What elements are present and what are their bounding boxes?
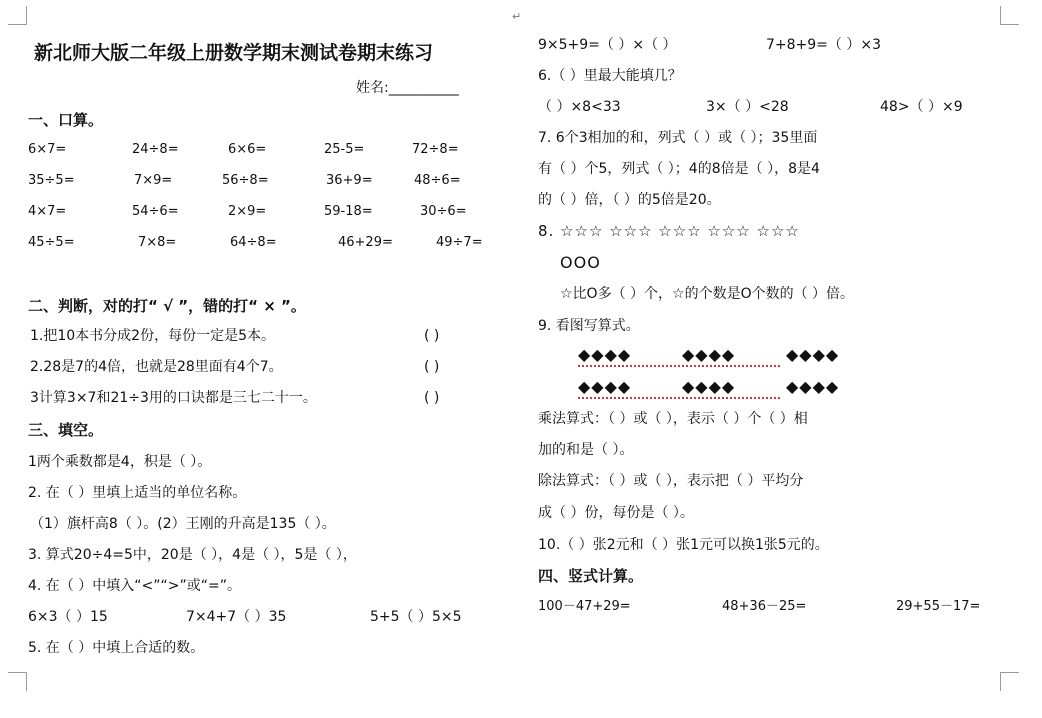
calc-item: 48÷6= (414, 173, 461, 188)
fill-q3: 3. 算式20÷4=5中，20是（ ），4是（ ），5是（ ）， (28, 547, 357, 563)
fill-q9-divide-cont: 成（ ）份，每份是（ ）。 (538, 505, 694, 521)
vertical-calc-2: 48+36－25= (722, 599, 807, 614)
fill-q9: 9. 看图写算式。 (538, 318, 640, 334)
calc-item: 54÷6= (132, 204, 179, 219)
calc-item: 7×8= (138, 235, 177, 250)
calc-item: 30÷6= (420, 204, 467, 219)
calc-item: 6×6= (228, 142, 267, 157)
crop-mark-top-left (8, 6, 27, 25)
diamond-group: ◆◆◆◆ (578, 345, 632, 364)
fill-q9-multiply-cont: 加的和是（ ）。 (538, 442, 634, 458)
judge-paren-3[interactable]: ( ) (424, 390, 440, 406)
calc-item: 64÷8= (230, 235, 277, 250)
section-2-heading: 二、判断，对的打“ √ ”，错的打“ × ”。 (28, 297, 306, 315)
judge-paren-2[interactable]: ( ) (424, 359, 440, 375)
judge-item-1: 1.把10本书分成2份，每份一定是5本。 (30, 328, 275, 344)
fill-r1-a: 9×5+9=（ ）×（ ） (538, 37, 677, 53)
crop-mark-bottom-left (8, 672, 27, 691)
diamond-group: ◆◆◆◆ (682, 377, 736, 396)
calc-item: 25-5= (324, 142, 365, 157)
calc-item: 72÷8= (412, 142, 459, 157)
fill-q8-question: ☆比O多（ ）个，☆的个数是O个数的（ ）倍。 (560, 286, 855, 302)
calc-item: 7×9= (134, 173, 173, 188)
compare-a: 6×3（ ）15 (28, 609, 108, 625)
fill-q9-divide: 除法算式：（ ）或（ ），表示把（ ）平均分 (538, 473, 804, 489)
fill-q2-parts: （1）旗杆高8（ ）。(2）王刚的升高是135（ ）。 (30, 516, 336, 532)
calc-item: 46+29= (338, 235, 393, 250)
calc-item: 49÷7= (436, 235, 483, 250)
fill-q5: 5. 在（ ）中填上合适的数。 (28, 640, 205, 656)
calc-item: 35÷5= (28, 173, 75, 188)
q8-circles: OOO (560, 253, 601, 272)
judge-item-2: 2.28是7的4倍，也就是28里面有4个7。 (30, 359, 283, 375)
calc-item: 45÷5= (28, 235, 75, 250)
fill-q6-b: 3×（ ）<28 (706, 99, 789, 115)
section-1-heading: 一、口算。 (28, 111, 104, 129)
calc-item: 56÷8= (222, 173, 269, 188)
diamond-group: ◆◆◆◆ (786, 345, 840, 364)
vertical-calc-1: 100－47+29= (538, 599, 631, 614)
fill-q4: 4. 在（ ）中填入“<”“>”或“=”。 (28, 578, 241, 594)
paragraph-mark: ↵ (512, 10, 522, 23)
calc-item: 59-18= (324, 204, 373, 219)
diamond-group: ◆◆◆◆ (578, 377, 632, 396)
section-3-heading: 三、填空。 (28, 421, 104, 439)
diamond-group: ◆◆◆◆ (682, 345, 736, 364)
fill-r1-b: 7+8+9=（ ）×3 (766, 37, 882, 53)
crop-mark-top-right (1000, 6, 1019, 25)
judge-paren-1[interactable]: ( ) (424, 328, 440, 344)
fill-q9-multiply: 乘法算式：（ ）或（ ），表示（ ）个（ ）相 (538, 411, 808, 427)
fill-q6-c: 48>（ ）×9 (880, 99, 963, 115)
fill-q6: 6.（ ）里最大能填几？ (538, 68, 682, 84)
section-4-heading: 四、竖式计算。 (538, 567, 644, 585)
fill-q7-line2: 有（ ）个5，列式（ ）；4的8倍是（ ），8是4 (538, 161, 820, 177)
fill-q7-line1: 7. 6个3相加的和，列式（ ）或（ ）；35里面 (538, 130, 818, 146)
compare-b: 7×4+7（ ）35 (186, 609, 287, 625)
fill-q6-a: （ ）×8<33 (538, 99, 621, 115)
calc-item: 6×7= (28, 142, 67, 157)
fill-q2: 2. 在（ ）里填上适当的单位名称。 (28, 485, 247, 501)
fill-q1: 1两个乘数都是4，积是（ ）。 (28, 454, 212, 470)
spellcheck-underline (578, 395, 780, 399)
judge-item-3: 3计算3×7和21÷3用的口诀都是三七二十一。 (30, 390, 317, 406)
fill-q10: 10.（ ）张2元和（ ）张1元可以换1张5元的。 (538, 537, 829, 553)
calc-item: 24÷8= (132, 142, 179, 157)
compare-c: 5+5（ ）5×5 (370, 609, 462, 625)
fill-q7-line3: 的（ ）倍，（ ）的5倍是20。 (538, 192, 721, 208)
crop-mark-bottom-right (1000, 672, 1019, 691)
calc-item: 2×9= (228, 204, 267, 219)
vertical-calc-3: 29+55－17= (896, 599, 981, 614)
name-label: 姓名:__________ (356, 80, 459, 96)
calc-item: 4×7= (28, 204, 67, 219)
spellcheck-underline (578, 363, 780, 367)
q8-stars: 8. ☆☆☆ ☆☆☆ ☆☆☆ ☆☆☆ ☆☆☆ (538, 222, 800, 240)
calc-item: 36+9= (326, 173, 373, 188)
diamond-group: ◆◆◆◆ (786, 377, 840, 396)
page-title: 新北师大版二年级上册数学期末测试卷期末练习 (34, 42, 434, 64)
